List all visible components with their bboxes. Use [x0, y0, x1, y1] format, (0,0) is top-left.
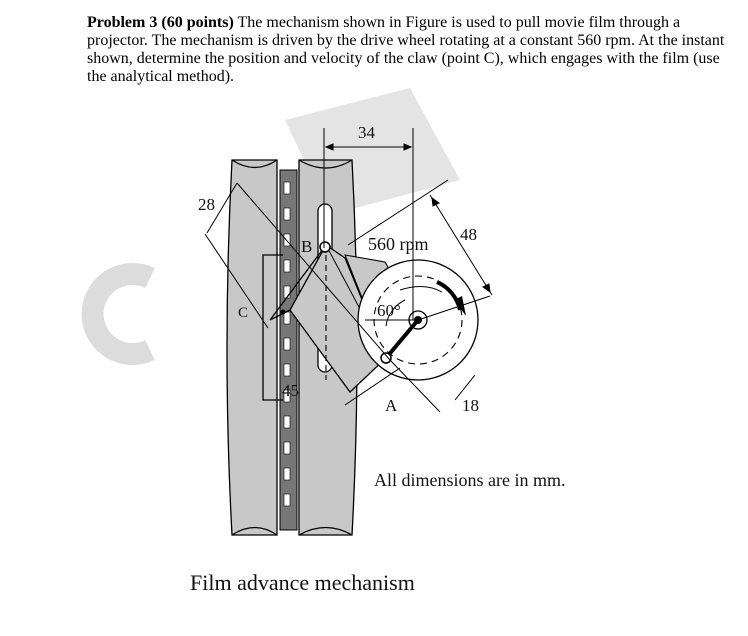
- point-c-label: C: [238, 305, 249, 321]
- units-note: All dimensions are in mm.: [374, 470, 566, 490]
- problem-heading: Problem 3 (60 points): [87, 14, 234, 31]
- dim-34: 34: [358, 123, 375, 142]
- pivot-b: [320, 242, 330, 252]
- problem-body: The mechanism shown in Figure is used to pull movie film through a projector. The mechanism is driven by the drive wheel rotating at a constant 560 rpm. At the instant shown, determine the position and velocity of the claw (point C), which engages with the film (use the analytical method).: [87, 14, 725, 85]
- point-b-label: B: [301, 237, 313, 256]
- speed-label: 560 rpm: [368, 234, 429, 254]
- dim-28: 28: [198, 195, 215, 214]
- figure-caption: Film advance mechanism: [190, 570, 415, 595]
- dim-45: 45: [282, 381, 299, 400]
- film-strip: [280, 170, 297, 530]
- dim-48: 48: [460, 225, 477, 244]
- dim-18: 18: [462, 396, 479, 415]
- pivot-a: [381, 353, 391, 363]
- claw-point-c: [281, 310, 286, 315]
- angle-label: 60°: [377, 301, 401, 320]
- point-a-label: A: [385, 396, 398, 415]
